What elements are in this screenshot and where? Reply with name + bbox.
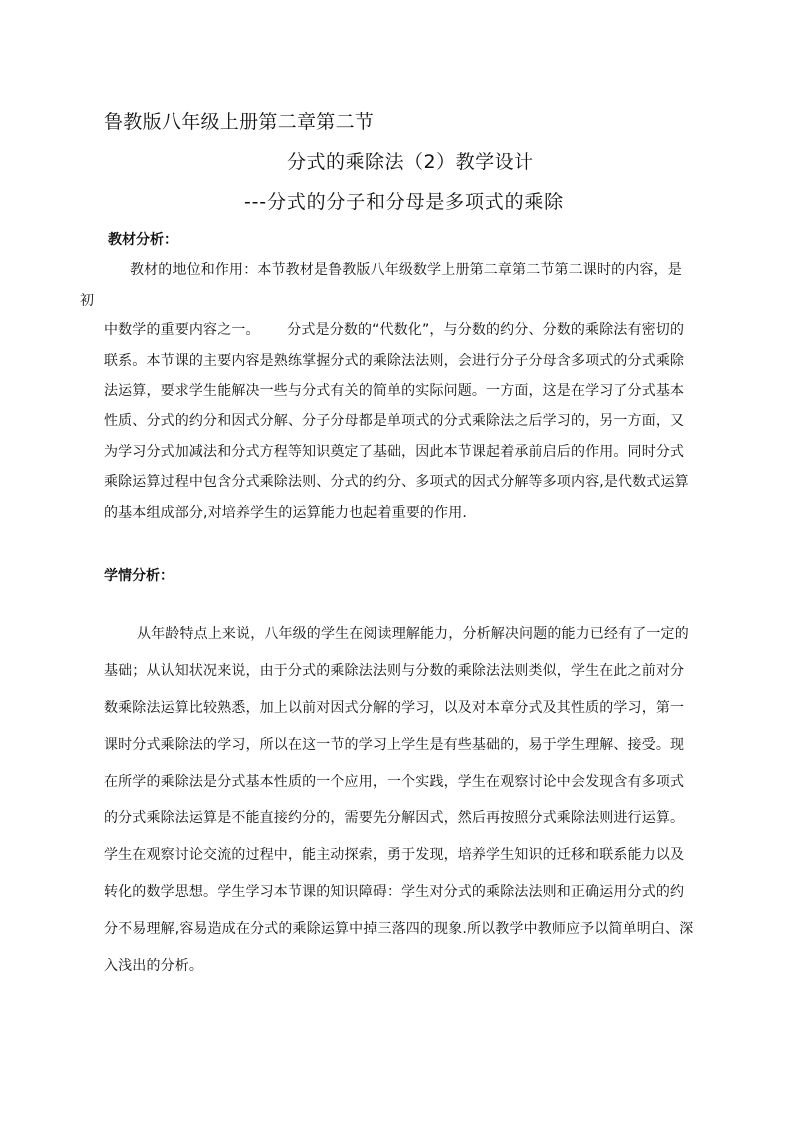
section-heading-textbook-analysis: 教材分析： — [108, 232, 178, 248]
textbook-analysis-line: 法运算，要求学生能解决一些与分式有关的简单的实际问题。一方面，这是在学习了分式基本 — [104, 383, 685, 399]
document-header-line: 鲁教版八年级上册第二章第二节 — [104, 111, 375, 133]
document-subtitle: ---分式的分子和分母是多项式的乘除 — [244, 191, 564, 213]
textbook-analysis-line: 的基本组成部分,对培养学生的运算能力也起着重要的作用. — [104, 505, 467, 521]
learner-analysis-line: 的分式乘除法运算是不能直接约分的，需要先分解因式，然后再按照分式乘除法则进行运算。 — [104, 810, 685, 826]
learner-analysis-line: 从年龄特点上来说，八年级的学生在阅读理解能力，分析解决问题的能力已经有了一定的 — [137, 626, 689, 642]
textbook-analysis-line: 联系。本节课的主要内容是熟练掌握分式的乘除法法则，会进行分子分母含多项式的分式乘除 — [104, 353, 685, 369]
textbook-analysis-line: 初 — [80, 293, 95, 309]
textbook-analysis-line: 为学习分式加减法和分式方程等知识奠定了基础，因此本节课起着承前启后的作用。同时分式 — [104, 444, 685, 460]
textbook-analysis-line: 乘除运算过程中包含分式乘除法则、分式的约分、多项式的因式分解等多项内容,是代数式运算 — [104, 474, 689, 490]
learner-analysis-line: 课时分式乘除法的学习，所以在这一节的学习上学生是有些基础的，易于学生理解、接受。现 — [104, 737, 685, 753]
learner-analysis-line: 转化的数学思想。学生学习本节课的知识障碍：学生对分式的乘除法法则和正确运用分式的约 — [104, 884, 685, 900]
textbook-analysis-line: 中数学的重要内容之一。 分式是分数的“代数化”，与分数的约分、分数的乘除法有密切的 — [104, 322, 685, 338]
learner-analysis-line: 入浅出的分析。 — [104, 958, 204, 974]
learner-analysis-line: 学生在观察讨论交流的过程中，能主动探索，勇于发现，培养学生知识的迁移和联系能力以及 — [104, 847, 685, 863]
learner-analysis-line: 基础；从认知状况来说，由于分式的乘除法法则与分数的乘除法法则类似，学生在此之前对分 — [104, 663, 685, 679]
learner-analysis-line: 数乘除法运算比较熟悉，加上以前对因式分解的学习，以及对本章分式及其性质的学习，第一 — [104, 700, 685, 716]
textbook-analysis-line: 教材的地位和作用：本节教材是鲁教版八年级数学上册第二章第二节第二课时的内容，是 — [130, 262, 682, 278]
section-heading-learner-analysis: 学情分析： — [104, 568, 174, 584]
learner-analysis-line: 在所学的乘除法是分式基本性质的一个应用，一个实践，学生在观察讨论中会发现含有多项式 — [104, 774, 685, 790]
learner-analysis-line: 分不易理解,容易造成在分式的乘除运算中掉三落四的现象.所以教学中教师应予以简单明白、深 — [104, 921, 694, 937]
textbook-analysis-line: 性质、分式的约分和因式分解、分子分母都是单项式的分式乘除法之后学习的，另一方面，又 — [104, 413, 685, 429]
document-title: 分式的乘除法（2）教学设计 — [287, 151, 534, 173]
